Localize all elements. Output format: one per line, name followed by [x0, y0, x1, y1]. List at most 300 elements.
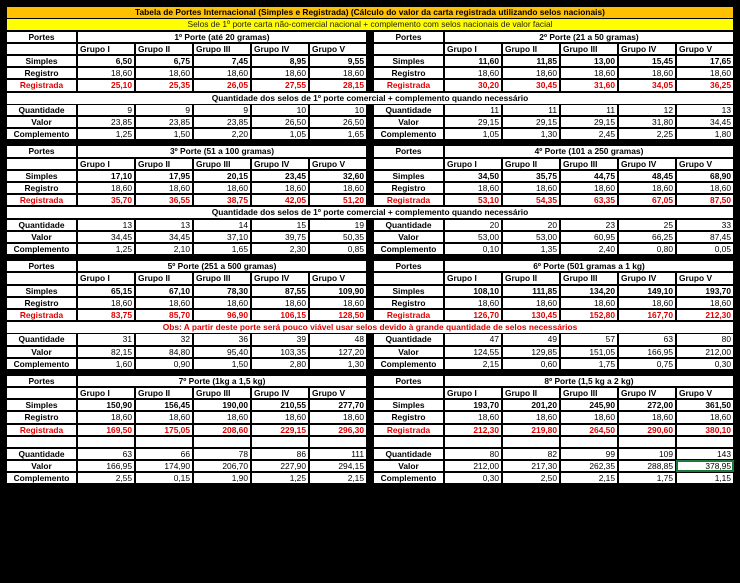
half-right — [373, 104, 734, 116]
simples-label: Simples — [373, 55, 444, 67]
complemento-value[interactable]: 0,80 — [618, 243, 676, 255]
registrada-value[interactable]: 212,30 — [444, 424, 502, 436]
group-header-row — [6, 272, 734, 284]
valor-value[interactable]: 26,50 — [251, 116, 309, 128]
registrada-row — [6, 79, 734, 91]
registro-value[interactable]: 18,60 — [135, 182, 193, 194]
half-right — [373, 448, 734, 460]
complemento-value[interactable]: 1,60 — [77, 358, 135, 370]
porte-title: 6º Porte (501 gramas a 1 kg) — [444, 260, 734, 272]
valor-value[interactable]: 206,70 — [193, 460, 251, 472]
registro-value[interactable]: 18,60 — [502, 411, 560, 423]
registrada-value[interactable]: 34,05 — [618, 79, 676, 91]
registrada-value[interactable]: 83,75 — [77, 309, 135, 321]
registro-value[interactable]: 18,60 — [560, 182, 618, 194]
registro-value[interactable]: 18,60 — [251, 182, 309, 194]
half-left — [6, 309, 367, 321]
valor-value[interactable]: 39,75 — [251, 231, 309, 243]
simples-value[interactable]: 149,10 — [618, 285, 676, 297]
simples-value[interactable]: 111,85 — [502, 285, 560, 297]
group-header: Grupo IV — [251, 43, 309, 55]
registro-value[interactable]: 18,60 — [251, 411, 309, 423]
quantidade-value[interactable]: 33 — [676, 219, 734, 231]
registrada-value[interactable]: 36,25 — [676, 79, 734, 91]
quantidade-value[interactable]: 12 — [618, 104, 676, 116]
complemento-value[interactable]: 1,90 — [193, 472, 251, 484]
registro-value[interactable]: 18,60 — [618, 182, 676, 194]
registro-value[interactable]: 18,60 — [618, 67, 676, 79]
registrada-value[interactable]: 25,10 — [77, 79, 135, 91]
half-left — [6, 333, 367, 345]
valor-value[interactable]: 129,85 — [502, 346, 560, 358]
registro-value[interactable]: 18,60 — [309, 297, 367, 309]
registrada-value[interactable]: 130,45 — [502, 309, 560, 321]
simples-value[interactable]: 361,50 — [676, 399, 734, 411]
simples-value[interactable]: 109,90 — [309, 285, 367, 297]
simples-value[interactable]: 34,50 — [444, 170, 502, 182]
quantidade-value[interactable]: 57 — [560, 333, 618, 345]
quantidade-value[interactable]: 25 — [618, 219, 676, 231]
registro-value[interactable]: 18,60 — [309, 411, 367, 423]
registrada-value[interactable]: 30,20 — [444, 79, 502, 91]
registrada-value[interactable]: 67,05 — [618, 194, 676, 206]
half-left — [6, 43, 367, 55]
registro-value[interactable]: 18,60 — [251, 67, 309, 79]
simples-value[interactable]: 15,45 — [618, 55, 676, 67]
quantidade-value[interactable]: 143 — [676, 448, 734, 460]
quantidade-value[interactable]: 66 — [135, 448, 193, 460]
valor-value[interactable]: 212,00 — [444, 460, 502, 472]
group-header: Grupo II — [135, 272, 193, 284]
complemento-value[interactable]: 0,85 — [309, 243, 367, 255]
quantidade-value[interactable]: 9 — [135, 104, 193, 116]
simples-value[interactable]: 7,45 — [193, 55, 251, 67]
registrada-row-halves — [6, 309, 734, 321]
registro-value[interactable]: 18,60 — [676, 67, 734, 79]
registro-value[interactable]: 18,60 — [502, 67, 560, 79]
simples-value[interactable]: 35,75 — [502, 170, 560, 182]
valor-value[interactable]: 87,45 — [676, 231, 734, 243]
simples-value[interactable]: 87,55 — [251, 285, 309, 297]
valor-value[interactable]: 217,30 — [502, 460, 560, 472]
valor-value[interactable]: 34,45 — [135, 231, 193, 243]
valor-value[interactable]: 166,95 — [618, 346, 676, 358]
complemento-value[interactable]: 1,65 — [193, 243, 251, 255]
simples-value[interactable]: 190,00 — [193, 399, 251, 411]
simples-value[interactable]: 32,60 — [309, 170, 367, 182]
simples-value[interactable]: 68,90 — [676, 170, 734, 182]
quantidade-value[interactable]: 80 — [676, 333, 734, 345]
quantidade-value[interactable]: 9 — [193, 104, 251, 116]
registrada-value[interactable]: 169,50 — [77, 424, 135, 436]
half-right — [373, 358, 734, 370]
valor-value[interactable]: 29,15 — [502, 116, 560, 128]
half-right — [373, 309, 734, 321]
simples-value[interactable]: 23,45 — [251, 170, 309, 182]
valor-value[interactable]: 103,35 — [251, 346, 309, 358]
quantidade-value[interactable]: 47 — [444, 333, 502, 345]
quantidade-value[interactable]: 31 — [77, 333, 135, 345]
registro-row-halves — [6, 67, 734, 79]
registro-value[interactable]: 18,60 — [444, 67, 502, 79]
registrada-value[interactable]: 54,35 — [502, 194, 560, 206]
quantidade-value[interactable]: 63 — [618, 333, 676, 345]
simples-value[interactable]: 6,75 — [135, 55, 193, 67]
group-header: Grupo V — [309, 43, 367, 55]
valor-value[interactable]: 29,15 — [560, 116, 618, 128]
valor-value[interactable]: 50,35 — [309, 231, 367, 243]
quantidade-value[interactable]: 9 — [77, 104, 135, 116]
registrada-row — [6, 194, 734, 206]
valor-value[interactable]: 84,80 — [135, 346, 193, 358]
registro-value[interactable]: 18,60 — [77, 411, 135, 423]
registrada-value[interactable]: 296,30 — [309, 424, 367, 436]
valor-value[interactable]: 174,90 — [135, 460, 193, 472]
quantidade-value[interactable]: 10 — [251, 104, 309, 116]
complemento-value[interactable]: 0,15 — [135, 472, 193, 484]
valor-value[interactable]: 29,15 — [444, 116, 502, 128]
simples-value[interactable]: 156,45 — [135, 399, 193, 411]
valor-value[interactable]: 66,25 — [618, 231, 676, 243]
registro-value[interactable]: 18,60 — [251, 297, 309, 309]
group-header: Grupo I — [444, 272, 502, 284]
complemento-value[interactable]: 1,50 — [135, 128, 193, 140]
registro-value[interactable]: 18,60 — [676, 411, 734, 423]
simples-value[interactable]: 108,10 — [444, 285, 502, 297]
empty-cell — [373, 436, 444, 448]
valor-label: Valor — [373, 231, 444, 243]
simples-value[interactable]: 9,55 — [309, 55, 367, 67]
registro-value[interactable]: 18,60 — [193, 411, 251, 423]
quantidade-value[interactable]: 49 — [502, 333, 560, 345]
simples-value[interactable]: 17,10 — [77, 170, 135, 182]
valor-value[interactable]: 227,90 — [251, 460, 309, 472]
quantidade-value[interactable]: 11 — [502, 104, 560, 116]
registro-value[interactable]: 18,60 — [135, 297, 193, 309]
registrada-value[interactable]: 30,45 — [502, 79, 560, 91]
simples-row-halves — [6, 285, 734, 297]
empty-cell — [373, 158, 444, 170]
registrada-value[interactable]: 167,70 — [618, 309, 676, 321]
valor-value[interactable]: 23,85 — [77, 116, 135, 128]
valor-value[interactable]: 26,50 — [309, 116, 367, 128]
registrada-row — [6, 309, 734, 321]
registro-value[interactable]: 18,60 — [135, 411, 193, 423]
registro-value[interactable]: 18,60 — [444, 297, 502, 309]
registro-value[interactable]: 18,60 — [309, 182, 367, 194]
registrada-value[interactable]: 219,80 — [502, 424, 560, 436]
registro-value[interactable]: 18,60 — [193, 182, 251, 194]
registro-value[interactable]: 18,60 — [502, 297, 560, 309]
quantidade-value[interactable]: 20 — [502, 219, 560, 231]
simples-value[interactable]: 17,95 — [135, 170, 193, 182]
quantidade-value[interactable]: 99 — [560, 448, 618, 460]
simples-row-halves — [6, 399, 734, 411]
valor-value[interactable]: 60,95 — [560, 231, 618, 243]
valor-value[interactable]: 95,40 — [193, 346, 251, 358]
simples-value[interactable]: 150,90 — [77, 399, 135, 411]
quantidade-value[interactable]: 11 — [444, 104, 502, 116]
group-header: Grupo IV — [251, 272, 309, 284]
simples-value[interactable]: 44,75 — [560, 170, 618, 182]
complemento-value[interactable]: 2,55 — [77, 472, 135, 484]
quantidade-value[interactable]: 36 — [193, 333, 251, 345]
registrada-value[interactable]: 229,15 — [251, 424, 309, 436]
valor-value[interactable]: 127,20 — [309, 346, 367, 358]
complemento-value[interactable]: 1,25 — [251, 472, 309, 484]
complemento-value[interactable]: 1,50 — [193, 358, 251, 370]
complemento-value[interactable]: 1,05 — [444, 128, 502, 140]
registro-label: Registro — [373, 67, 444, 79]
registrada-value[interactable]: 36,55 — [135, 194, 193, 206]
simples-value[interactable]: 277,70 — [309, 399, 367, 411]
quantidade-value[interactable]: 78 — [193, 448, 251, 460]
complemento-value[interactable]: 2,15 — [560, 472, 618, 484]
quantidade-value[interactable]: 20 — [444, 219, 502, 231]
complemento-value[interactable]: 0,05 — [676, 243, 734, 255]
registro-value[interactable]: 18,60 — [193, 67, 251, 79]
quantidade-value[interactable]: 111 — [309, 448, 367, 460]
registrada-value[interactable]: 128,50 — [309, 309, 367, 321]
quantidade-value[interactable]: 86 — [251, 448, 309, 460]
simples-value[interactable]: 67,10 — [135, 285, 193, 297]
empty-cell — [373, 387, 444, 399]
quantidade-value[interactable]: 14 — [193, 219, 251, 231]
half-left — [6, 79, 367, 91]
complemento-label: Complemento — [373, 472, 444, 484]
simples-value[interactable]: 8,95 — [251, 55, 309, 67]
complemento-value[interactable]: 1,75 — [560, 358, 618, 370]
half-left — [6, 104, 367, 116]
portes-label: Portes — [6, 260, 77, 272]
quantidade-value[interactable]: 82 — [502, 448, 560, 460]
valor-value[interactable]: 53,00 — [444, 231, 502, 243]
complemento-value[interactable]: 0,30 — [444, 472, 502, 484]
valor-value[interactable]: 151,05 — [560, 346, 618, 358]
complemento-value[interactable]: 1,30 — [502, 128, 560, 140]
registro-value[interactable]: 18,60 — [77, 297, 135, 309]
registrada-value[interactable]: 212,30 — [676, 309, 734, 321]
registrada-value[interactable]: 175,05 — [135, 424, 193, 436]
complemento-value[interactable]: 1,25 — [77, 128, 135, 140]
simples-value[interactable]: 193,70 — [444, 399, 502, 411]
complemento-value[interactable]: 1,05 — [251, 128, 309, 140]
half-left — [6, 128, 367, 140]
complemento-value[interactable]: 0,30 — [676, 358, 734, 370]
registrada-value[interactable]: 25,35 — [135, 79, 193, 91]
registrada-label: Registrada — [373, 309, 444, 321]
group-header-row-halves — [6, 43, 734, 55]
registro-value[interactable]: 18,60 — [135, 67, 193, 79]
simples-value[interactable]: 193,70 — [676, 285, 734, 297]
half-left — [6, 387, 367, 399]
registrada-value[interactable]: 85,70 — [135, 309, 193, 321]
quantidade-value[interactable]: 80 — [444, 448, 502, 460]
registrada-value[interactable]: 35,70 — [77, 194, 135, 206]
simples-row — [6, 285, 734, 297]
registrada-value[interactable]: 51,20 — [309, 194, 367, 206]
registrada-value[interactable]: 31,60 — [560, 79, 618, 91]
quantidade-value[interactable]: 109 — [618, 448, 676, 460]
quantidade-value[interactable]: 19 — [309, 219, 367, 231]
complemento-value[interactable]: 1,25 — [77, 243, 135, 255]
complemento-value[interactable]: 0,10 — [444, 243, 502, 255]
complemento-value[interactable]: 0,75 — [618, 358, 676, 370]
valor-value[interactable]: 262,35 — [560, 460, 618, 472]
registrada-value[interactable]: 264,50 — [560, 424, 618, 436]
valor-value[interactable]: 23,85 — [135, 116, 193, 128]
valor-value[interactable]: 34,45 — [676, 116, 734, 128]
registro-value[interactable]: 18,60 — [77, 67, 135, 79]
registro-value[interactable]: 18,60 — [309, 67, 367, 79]
quantidade-value[interactable]: 32 — [135, 333, 193, 345]
valor-value[interactable]: 294,15 — [309, 460, 367, 472]
registro-value[interactable]: 18,60 — [560, 297, 618, 309]
complemento-label: Complemento — [373, 358, 444, 370]
simples-value[interactable]: 11,85 — [502, 55, 560, 67]
half-right — [373, 424, 734, 436]
group-header: Grupo V — [676, 158, 734, 170]
valor-value[interactable]: 288,85 — [618, 460, 676, 472]
complemento-value[interactable]: 1,15 — [676, 472, 734, 484]
registrada-value[interactable]: 38,75 — [193, 194, 251, 206]
complemento-value[interactable]: 2,50 — [502, 472, 560, 484]
registrada-value[interactable]: 87,50 — [676, 194, 734, 206]
porte-title: 1º Porte (até 20 gramas) — [77, 31, 367, 43]
quantidade-value[interactable]: 23 — [560, 219, 618, 231]
valor-value[interactable]: 166,95 — [77, 460, 135, 472]
porte-title-row — [6, 375, 734, 387]
complemento-value[interactable]: 0,90 — [135, 358, 193, 370]
stamp-note: Quantidade dos selos de 1º porte comercial + complemento quando necessário — [6, 92, 734, 105]
registro-value[interactable]: 18,60 — [502, 182, 560, 194]
registro-value[interactable]: 18,60 — [618, 411, 676, 423]
complemento-value[interactable]: 2,40 — [560, 243, 618, 255]
simples-value[interactable]: 17,65 — [676, 55, 734, 67]
quantidade-value[interactable]: 15 — [251, 219, 309, 231]
porte-title-row — [6, 260, 734, 272]
complemento-value[interactable]: 1,80 — [676, 128, 734, 140]
quantidade-value[interactable]: 13 — [77, 219, 135, 231]
valor-value[interactable]: 53,00 — [502, 231, 560, 243]
complemento-value[interactable]: 2,15 — [444, 358, 502, 370]
quantidade-value[interactable]: 63 — [77, 448, 135, 460]
simples-value[interactable]: 78,30 — [193, 285, 251, 297]
simples-value[interactable]: 6,50 — [77, 55, 135, 67]
half-left — [6, 448, 367, 460]
simples-value[interactable]: 201,20 — [502, 399, 560, 411]
registrada-value[interactable]: 26,05 — [193, 79, 251, 91]
simples-value[interactable]: 134,20 — [560, 285, 618, 297]
registrada-value[interactable]: 152,80 — [560, 309, 618, 321]
quantidade-value[interactable]: 13 — [135, 219, 193, 231]
empty-cell — [6, 158, 77, 170]
valor-row-halves — [6, 346, 734, 358]
valor-value[interactable]: 378,95 — [676, 460, 734, 472]
valor-value[interactable]: 37,10 — [193, 231, 251, 243]
half-right — [373, 231, 734, 243]
registrada-value[interactable]: 290,60 — [618, 424, 676, 436]
group-header: Grupo IV — [251, 387, 309, 399]
complemento-value[interactable]: 2,80 — [251, 358, 309, 370]
porte-title: 3º Porte (51 a 100 gramas) — [77, 145, 367, 157]
group-header: Grupo I — [444, 387, 502, 399]
quantidade-value[interactable]: 10 — [309, 104, 367, 116]
complemento-value[interactable]: 0,60 — [502, 358, 560, 370]
group-header: Grupo V — [309, 272, 367, 284]
quantidade-value[interactable]: 39 — [251, 333, 309, 345]
registrada-value[interactable]: 96,90 — [193, 309, 251, 321]
simples-value[interactable]: 210,55 — [251, 399, 309, 411]
registrada-value[interactable]: 106,15 — [251, 309, 309, 321]
registrada-value[interactable]: 42,05 — [251, 194, 309, 206]
complemento-value[interactable]: 1,65 — [309, 128, 367, 140]
simples-row — [6, 399, 734, 411]
registrada-value[interactable]: 208,60 — [193, 424, 251, 436]
registro-value[interactable]: 18,60 — [77, 182, 135, 194]
complemento-value[interactable]: 2,15 — [309, 472, 367, 484]
valor-row — [6, 116, 734, 128]
registro-label: Registro — [6, 297, 77, 309]
complemento-value[interactable]: 2,10 — [135, 243, 193, 255]
complemento-row-halves — [6, 128, 734, 140]
simples-value[interactable]: 65,15 — [77, 285, 135, 297]
stamp-note: Quantidade dos selos de 1º porte comercial + complemento quando necessário — [6, 206, 734, 219]
simples-value[interactable]: 272,00 — [618, 399, 676, 411]
registrada-value[interactable]: 126,70 — [444, 309, 502, 321]
valor-value[interactable]: 23,85 — [193, 116, 251, 128]
registro-value[interactable]: 18,60 — [560, 67, 618, 79]
simples-value[interactable]: 245,90 — [560, 399, 618, 411]
registro-value[interactable]: 18,60 — [444, 411, 502, 423]
registro-value[interactable]: 18,60 — [676, 182, 734, 194]
registrada-value[interactable]: 53,10 — [444, 194, 502, 206]
complemento-value[interactable]: 2,20 — [193, 128, 251, 140]
simples-value[interactable]: 13,00 — [560, 55, 618, 67]
registrada-value[interactable]: 380,10 — [676, 424, 734, 436]
complemento-value[interactable]: 1,30 — [309, 358, 367, 370]
complemento-value[interactable]: 2,30 — [251, 243, 309, 255]
valor-value[interactable]: 212,00 — [676, 346, 734, 358]
half-left — [6, 67, 367, 79]
valor-value[interactable]: 82,15 — [77, 346, 135, 358]
simples-value[interactable]: 48,45 — [618, 170, 676, 182]
half-left — [6, 231, 367, 243]
registrada-value[interactable]: 63,35 — [560, 194, 618, 206]
registro-value[interactable]: 18,60 — [676, 297, 734, 309]
quantidade-value[interactable]: 48 — [309, 333, 367, 345]
quantidade-value[interactable]: 11 — [560, 104, 618, 116]
registro-value[interactable]: 18,60 — [444, 182, 502, 194]
valor-value[interactable]: 124,55 — [444, 346, 502, 358]
registrada-value[interactable]: 28,15 — [309, 79, 367, 91]
complemento-value[interactable]: 1,75 — [618, 472, 676, 484]
valor-value[interactable]: 31,80 — [618, 116, 676, 128]
simples-value[interactable]: 11,60 — [444, 55, 502, 67]
registro-value[interactable]: 18,60 — [193, 297, 251, 309]
quantidade-value[interactable]: 13 — [676, 104, 734, 116]
registro-value[interactable]: 18,60 — [560, 411, 618, 423]
valor-value[interactable]: 34,45 — [77, 231, 135, 243]
registro-value[interactable]: 18,60 — [618, 297, 676, 309]
complemento-value[interactable]: 2,45 — [560, 128, 618, 140]
simples-value[interactable]: 20,15 — [193, 170, 251, 182]
registro-row-halves — [6, 182, 734, 194]
complemento-value[interactable]: 1,35 — [502, 243, 560, 255]
registrada-value[interactable]: 27,55 — [251, 79, 309, 91]
complemento-value[interactable]: 2,25 — [618, 128, 676, 140]
registro-label: Registro — [373, 297, 444, 309]
